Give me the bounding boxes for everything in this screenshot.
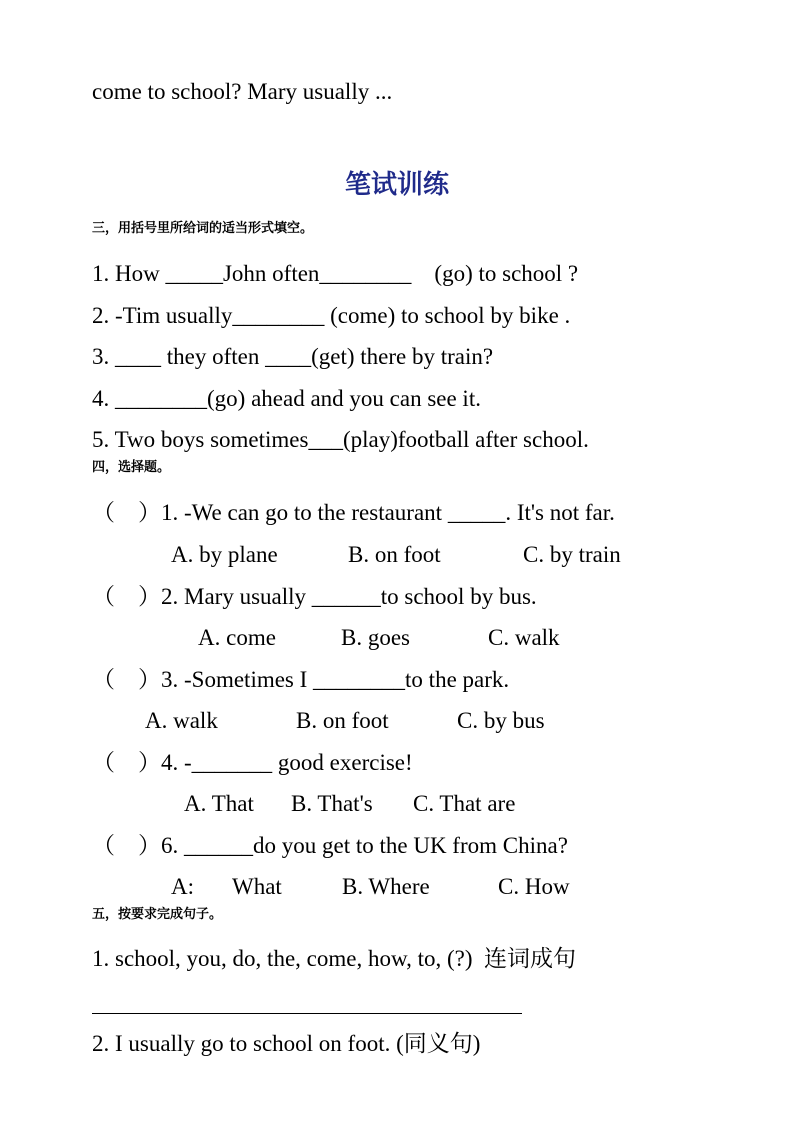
option-c: C. How [498,874,570,899]
choice-question-3 [92,668,509,691]
fill-item-2: 2. -Tim usually________ (come) to school by bike . [92,303,571,328]
option-a: A. come [198,625,276,650]
answer-paren[interactable]: （ ） [92,584,161,609]
question-stem: 2. Mary usually ______to school by bus. [161,584,537,609]
sentence-item-2: 2. I usually go to school on foot. (同义句) [92,1031,481,1056]
section5-heading: 五，按要求完成句子。 [92,907,223,922]
sentence-item-1: 1. school, you, do, the, come, how, to, (?) 连词成句 [92,946,576,971]
intro-text: come to school? Mary usually ... [92,79,393,104]
answer-paren[interactable]: （ ） [92,500,161,525]
option-a-text: What [232,874,282,899]
answer-paren[interactable]: （ ） [92,667,161,692]
option-b: B. That's [291,791,373,816]
option-c: C. walk [488,625,560,650]
question-stem: 1. -We can go to the restaurant _____. It's not far. [161,500,615,525]
fill-item-5: 5. Two boys sometimes___(play)football after school. [92,427,589,452]
question-stem: 4. -_______ good exercise! [161,750,413,775]
page-title: 笔试训练 [344,170,449,200]
fill-item-1: 1. How _____John often________ (go) to school ? [92,261,579,286]
option-b: B. on foot [348,542,441,567]
choice-question-6 [92,834,568,857]
choice-question-1 [92,501,615,524]
option-c: C. That are [413,791,516,816]
option-a: A. walk [145,708,218,733]
choice-question-4 [92,751,413,774]
option-a: A. by plane [171,542,278,567]
choice-question-2 [92,585,537,608]
section3-heading: 三，用括号里所给词的适当形式填空。 [92,221,314,236]
option-c: C. by bus [457,708,545,733]
question-stem: 3. -Sometimes I ________to the park. [161,667,510,692]
answer-paren[interactable]: （ ） [92,750,161,775]
option-c: C. by train [523,542,621,567]
option-b: B. goes [341,625,410,650]
answer-line[interactable] [92,1013,522,1014]
section4-heading: 四，选择题。 [92,460,171,475]
fill-item-4: 4. ________(go) ahead and you can see it. [92,386,481,411]
option-a: A. That [184,791,254,816]
fill-item-3: 3. ____ they often ____(get) there by train? [92,344,494,369]
answer-paren[interactable]: （ ） [92,833,161,858]
option-b: B. on foot [296,708,389,733]
option-b: B. Where [342,874,430,899]
question-stem: 6. ______do you get to the UK from China? [161,833,568,858]
option-a: A: [171,874,194,899]
